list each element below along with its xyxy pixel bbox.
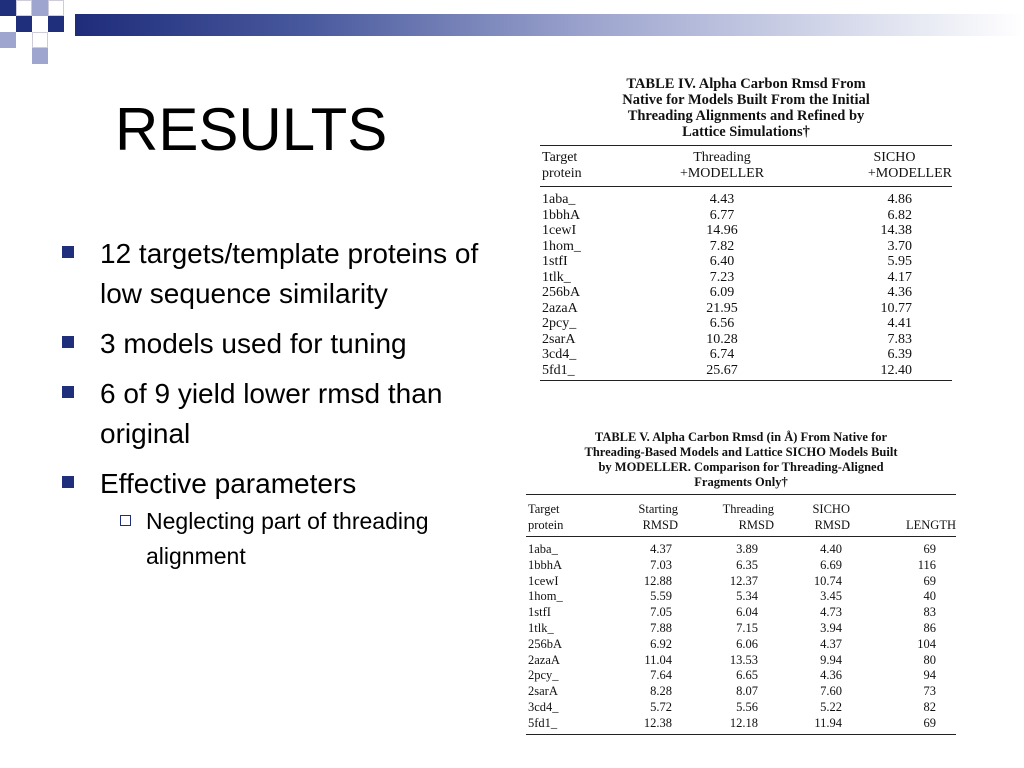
column-header: Starting RMSD (638, 502, 678, 532)
decor-square (48, 16, 64, 32)
table-cell: 7.64 (650, 668, 672, 683)
table-cell: 14.38 (880, 223, 912, 238)
table-cell: 6.35 (736, 557, 758, 572)
caption-line: TABLE V. Alpha Carbon Rmsd (in Å) From Native for (594, 430, 888, 444)
table-cell: 3.70 (887, 238, 912, 254)
table-cell: 7.03 (650, 557, 672, 572)
table-v-body (526, 537, 956, 735)
table-iv (540, 76, 952, 381)
caption-line: by MODELLER. Comparison for Threading-Aligned (598, 460, 884, 474)
table-cell: 104 (917, 636, 936, 651)
table-row (540, 239, 952, 255)
table-cell: 14.96 (706, 223, 738, 238)
table-row (526, 700, 956, 716)
table-iv-body (540, 187, 952, 381)
table-cell: 4.41 (887, 316, 912, 331)
table-cell: 1tlk_ (528, 620, 554, 635)
table-row (540, 285, 952, 301)
decor-square (0, 32, 16, 48)
table-cell: 1hom_ (542, 238, 581, 254)
bullet-text: 3 models used for tuning (100, 328, 407, 359)
table-cell: 69 (923, 542, 936, 556)
table-cell: 83 (923, 605, 936, 620)
table-cell: 3cd4_ (542, 347, 577, 362)
table-row (526, 637, 956, 653)
table-cell: 12.40 (797, 363, 952, 381)
column-header: SICHO RMSD (812, 502, 850, 532)
table-cell: 6.09 (709, 285, 735, 300)
table-cell: 21.95 (706, 300, 738, 316)
table-cell: 4.40 (820, 542, 842, 556)
table-cell: 3.45 (820, 589, 842, 604)
table-cell: 12.18 (678, 716, 774, 734)
column-header: Target protein (528, 502, 564, 532)
table-cell: 116 (917, 557, 936, 572)
column-header: LENGTH (906, 518, 956, 532)
table-cell: 1hom_ (528, 589, 563, 604)
table-cell: 256bA (542, 285, 581, 300)
table-cell: 2pcy_ (528, 668, 559, 683)
table-cell: 2azaA (528, 652, 560, 667)
decor-square (32, 32, 48, 48)
table-cell: 3.89 (736, 542, 758, 556)
table-cell: 12.38 (600, 716, 678, 734)
table-cell: 1aba_ (528, 542, 558, 556)
caption-line: Threading-Based Models and Lattice SICHO Models Built (584, 445, 898, 459)
table-cell: 5fd1_ (526, 716, 600, 734)
table-cell: 7.60 (820, 684, 842, 699)
table-cell: 69 (923, 573, 936, 588)
table-cell: 7.88 (650, 620, 672, 635)
table-cell: 9.94 (820, 652, 842, 667)
sub-bullet-item (100, 504, 502, 574)
table-cell: 5.22 (820, 699, 842, 714)
column-header: SICHO +MODELLER (867, 150, 952, 181)
table-cell: 40 (923, 589, 936, 604)
table-cell: 1tlk_ (542, 269, 571, 285)
table-cell: 5.59 (650, 589, 672, 604)
bullet-text: 12 targets/template proteins of low sequence similarity (100, 238, 479, 309)
table-row (526, 621, 956, 637)
square-bullet-icon (62, 386, 74, 398)
table-cell: 13.53 (729, 652, 758, 667)
column-header: Threading RMSD (722, 502, 774, 532)
decor-square (48, 0, 64, 16)
caption-line: Fragments Only† (694, 475, 788, 489)
table-v (526, 430, 956, 735)
table-cell: 6.56 (709, 316, 735, 331)
table-header-row (526, 495, 956, 537)
table-cell: 6.04 (736, 605, 758, 620)
table-cell: 80 (923, 652, 936, 667)
table-row (526, 537, 956, 558)
table-row (526, 716, 956, 734)
table-cell: 1stfI (528, 605, 551, 620)
table-cell: 6.06 (736, 636, 758, 651)
table-cell: 6.92 (650, 636, 672, 651)
table-cell: 8.28 (650, 684, 672, 699)
table-cell: 7.23 (709, 269, 735, 285)
square-bullet-icon (62, 246, 74, 258)
table-cell: 4.17 (887, 269, 912, 285)
table-cell: 5.34 (736, 589, 758, 604)
table-cell: 2sarA (542, 331, 576, 347)
table-row (526, 589, 956, 605)
table-row (540, 187, 952, 208)
hollow-square-bullet-icon (120, 515, 131, 526)
table-row (540, 363, 952, 381)
table-row (540, 301, 952, 317)
table-cell: 69 (850, 716, 956, 734)
bullet-text: Effective parameters (100, 468, 357, 499)
table-cell: 4.37 (650, 542, 672, 556)
table-cell: 1stfI (542, 254, 568, 269)
table-row (526, 605, 956, 621)
table-cell: 7.82 (709, 238, 735, 254)
table-cell: 6.65 (736, 668, 758, 683)
table-cell: 7.83 (887, 331, 912, 347)
table-iv-grid (540, 145, 952, 381)
table-cell: 94 (923, 668, 936, 683)
header-gradient-bar (75, 14, 1024, 36)
table-cell: 82 (923, 699, 936, 714)
table-row (526, 668, 956, 684)
decor-square (32, 48, 48, 64)
table-cell: 12.88 (643, 573, 672, 588)
table-cell: 4.36 (820, 668, 842, 683)
table-cell: 5.56 (736, 699, 758, 714)
table-cell: 7.05 (650, 605, 672, 620)
table-cell: 2sarA (528, 684, 558, 699)
table-cell: 12.37 (729, 573, 758, 588)
table-cell: 4.86 (887, 192, 912, 207)
decor-square (32, 0, 48, 16)
slide-title: RESULTS (115, 96, 388, 163)
table-cell: 7.15 (736, 620, 758, 635)
table-cell: 5.95 (887, 254, 912, 269)
column-header: Target protein (542, 150, 582, 181)
table-cell: 3.94 (820, 620, 842, 635)
table-row (526, 684, 956, 700)
bullet-item (62, 464, 502, 574)
table-cell: 86 (923, 620, 936, 635)
table-cell: 11.04 (644, 652, 672, 667)
table-cell: 5fd1_ (540, 363, 647, 381)
table-cell: 6.40 (709, 254, 735, 269)
table-cell: 256bA (528, 636, 563, 651)
table-cell: 2azaA (542, 300, 578, 316)
table-row (526, 574, 956, 590)
caption-line: Native for Models Built From the Initial (622, 92, 870, 108)
table-row (526, 558, 956, 574)
table-row (540, 254, 952, 270)
table-cell: 25.67 (647, 363, 797, 381)
table-cell: 2pcy_ (542, 316, 577, 331)
decor-square (16, 0, 32, 16)
table-row (540, 332, 952, 348)
table-cell: 6.74 (709, 347, 735, 362)
table-cell: 8.07 (736, 684, 758, 699)
table-v-caption (526, 430, 956, 490)
table-cell: 4.73 (820, 605, 842, 620)
bullet-item (62, 234, 502, 314)
table-cell: 5.72 (650, 699, 672, 714)
table-cell: 1cewI (542, 223, 577, 238)
table-row (540, 316, 952, 332)
bullet-item (62, 324, 502, 364)
square-bullet-icon (62, 336, 74, 348)
table-cell: 10.74 (813, 573, 842, 588)
table-cell: 10.77 (880, 300, 912, 316)
table-cell: 1cewI (528, 573, 559, 588)
column-header: Threading +MODELLER (679, 150, 765, 181)
table-cell: 6.39 (887, 347, 912, 362)
square-bullet-icon (62, 476, 74, 488)
table-cell: 4.37 (820, 636, 842, 651)
decor-square (0, 0, 16, 16)
caption-line: Lattice Simulations† (682, 124, 810, 140)
table-iv-caption (540, 76, 952, 140)
bullet-item (62, 374, 502, 454)
table-cell: 1aba_ (542, 192, 576, 207)
table-cell: 4.36 (887, 285, 912, 300)
sub-bullet-list (100, 504, 502, 574)
table-cell: 6.77 (709, 207, 735, 223)
bullet-list (62, 234, 502, 584)
table-cell: 73 (923, 684, 936, 699)
decor-square (16, 16, 32, 32)
table-cell: 11.94 (774, 716, 850, 734)
table-cell: 1bbhA (528, 557, 563, 572)
table-cell: 1bbhA (542, 207, 581, 223)
table-header-row (540, 146, 952, 187)
bullet-text: 6 of 9 yield lower rmsd than original (100, 378, 443, 449)
sub-bullet-text: Neglecting part of threading alignment (146, 508, 429, 569)
table-row (540, 208, 952, 224)
table-row (540, 347, 952, 363)
caption-line: TABLE IV. Alpha Carbon Rmsd From (626, 76, 866, 92)
table-cell: 6.82 (887, 207, 912, 223)
table-row (526, 653, 956, 669)
table-row (540, 270, 952, 286)
table-row (540, 223, 952, 239)
table-cell: 6.69 (820, 557, 842, 572)
table-cell: 3cd4_ (528, 699, 559, 714)
table-cell: 10.28 (706, 331, 738, 347)
table-v-grid (526, 494, 956, 735)
caption-line: Threading Alignments and Refined by (627, 108, 865, 124)
table-cell: 4.43 (709, 192, 735, 207)
